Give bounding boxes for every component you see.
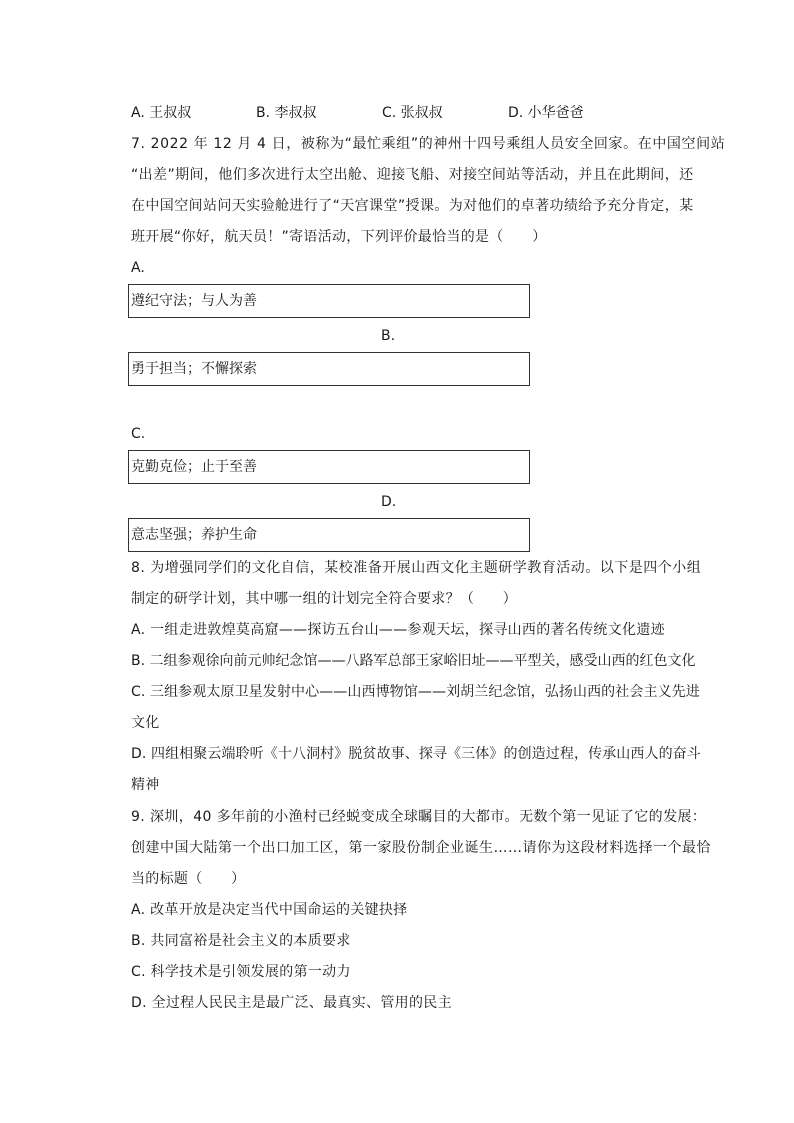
q9-option-c: C. 科学技术是引领发展的第一动力 xyxy=(131,964,351,980)
q8-option-a: A. 一组走进敦煌莫高窟——探访五台山——参观天坛，探寻山西的著名传统文化遗迹 xyxy=(131,622,665,638)
q9-stem-line: 当的标题（ ） xyxy=(131,871,246,887)
q7-option-b-box: 勇于担当；不懈探索 xyxy=(128,352,530,386)
q7-stem-line: 7. 2022 年 12 月 4 日，被称为“最忙乘组”的神州十四号乘组人员安全回家。在中国空间站 xyxy=(131,136,726,152)
q9-option-a: A. 改革开放是决定当代中国命运的关键抉择 xyxy=(131,902,408,918)
q6-option-b: B. 李叔叔 xyxy=(256,105,317,121)
q7-option-c-box: 克勤克俭；止于至善 xyxy=(128,450,530,484)
q7-option-a-letter: A. xyxy=(131,260,145,276)
q8-stem-line: 8. 为增强同学们的文化自信，某校准备开展山西文化主题研学教育活动。以下是四个小组 xyxy=(131,560,702,576)
q8-option-c: C. 三组参观太原卫星发射中心——山西博物馆——刘胡兰纪念馆，弘扬山西的社会主义先进 xyxy=(131,684,700,700)
q8-option-d: D. 四组相聚云端聆听《十八洞村》脱贫故事、探寻《三体》的创造过程，传承山西人的奋斗 xyxy=(131,746,701,762)
q6-option-a: A. 王叔叔 xyxy=(131,105,192,121)
q7-stem-line: “出差”期间，他们多次进行太空出舱、迎接飞船、对接空间站等活动，并且在此期间，还 xyxy=(131,167,694,183)
q6-option-c: C. 张叔叔 xyxy=(382,105,443,121)
q9-stem-line: 9. 深圳，40 多年前的小渔村已经蜕变成全球瞩目的大都市。无数个第一见证了它的发展： xyxy=(131,809,707,825)
q9-option-d: D. 全过程人民民主是最广泛、最真实、管用的民主 xyxy=(131,995,452,1011)
q9-stem-line: 创建中国大陆第一个出口加工区，第一家股份制企业诞生……请你为这段材料选择一个最恰 xyxy=(131,840,711,856)
q7-stem-line: 班开展“你好，航天员！”寄语活动，下列评价最恰当的是（ ） xyxy=(131,229,547,245)
q7-option-b-letter: B. xyxy=(381,328,396,344)
q7-option-d-letter: D. xyxy=(381,494,397,510)
q7-option-d-box: 意志坚强；养护生命 xyxy=(128,518,530,552)
q6-option-d: D. 小华爸爸 xyxy=(508,105,584,121)
q7-stem-line: 在中国空间站问天实验舱进行了“天宫课堂”授课。为对他们的卓著功绩给予充分肯定，某 xyxy=(131,198,694,214)
q8-option-b: B. 二组参观徐向前元帅纪念馆——八路军总部王家峪旧址——平型关，感受山西的红色文化 xyxy=(131,653,696,669)
q8-stem-line: 制定的研学计划，其中哪一组的计划完全符合要求？（ ） xyxy=(131,591,518,607)
q7-option-c-letter: C. xyxy=(131,426,146,442)
q8-option-d-cont: 精神 xyxy=(131,777,160,793)
q7-option-a-box: 遵纪守法；与人为善 xyxy=(128,284,530,318)
q9-option-b: B. 共同富裕是社会主义的本质要求 xyxy=(131,933,351,949)
q8-option-c-cont: 文化 xyxy=(131,715,160,731)
